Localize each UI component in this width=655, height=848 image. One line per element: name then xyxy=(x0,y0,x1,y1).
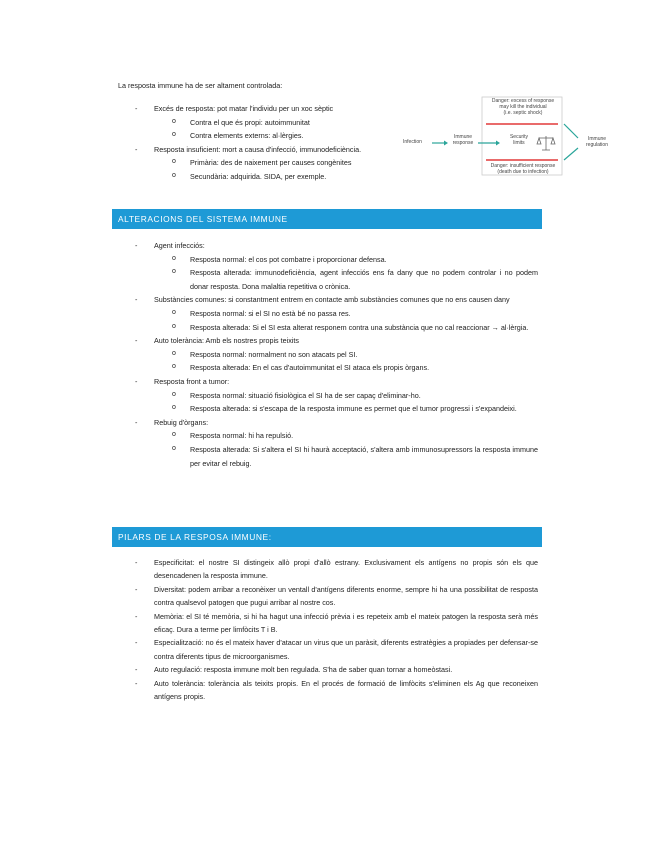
intro-list xyxy=(118,102,393,184)
list-item-text: Resposta insuficient: mort a causa d'infecció, immunodeficiència. xyxy=(154,144,362,154)
sub-list-item: o Primària: des de naixement per causes congènites xyxy=(154,156,393,170)
immune-regulation-figure xyxy=(400,94,622,184)
sub-list-item: o Resposta normal: hi ha repulsió. xyxy=(154,429,538,443)
list-item: - Auto regulació: resposta immune molt ben regulada. S'ha de saber quan tornar a homeòstasi. xyxy=(118,663,538,676)
danger-insufficient-line: (death due to infection) xyxy=(497,168,549,175)
list-item-text: Substàncies comunes: si constantment entrem en contacte amb substàncies comunes que no ens causen dany xyxy=(154,295,510,305)
arrow-regulation-top xyxy=(564,124,578,138)
infection-label: Infection xyxy=(403,139,422,145)
sub-list-item: o Resposta alterada: Si el SI esta alterat responem contra una substància que no cal reaccionar → al·lèrgia. xyxy=(154,321,538,335)
balance-scale-icon xyxy=(537,136,555,150)
immune-regulation-line: regulation xyxy=(586,141,608,148)
list-item: - Diversitat: podem arribar a reconèixer un ventall d'antígens diferents enorme, sempre hi ha una possibilitat de resposta contra qualsevol patogen que pugui arribar al nostre cos. xyxy=(118,583,538,610)
section2-list xyxy=(118,556,538,703)
sub-list-item: o Resposta alterada: immunodeficiència, agent infecciós ens fa dany que no podem controlar i no podem donar resposta. Dona malaltia repetitiva o crònica. xyxy=(154,266,538,293)
danger-excess-line: Danger: excess of response xyxy=(491,98,555,104)
list-item: - Auto tolerància: tolerància als teixits propis. En el procés de formació de limfòcits s'eliminen els Ag que reconeixen antígens propis. xyxy=(118,677,538,704)
security-limits-line: limits xyxy=(513,139,525,146)
sub-list-item: o Contra elements externs: al·lèrgies. xyxy=(154,129,393,143)
security-limits-label xyxy=(504,135,534,147)
immune-response-line: response xyxy=(452,139,474,146)
list-item: - Memòria: el SI té memòria, si hi ha hagut una infecció prèvia i es repeteix amb el mateix patogen la resposta serà més eficaç. Dura a terme per limfòcits T i B. xyxy=(118,610,538,637)
intro-heading: La resposta immune ha de ser altament controlada: xyxy=(118,81,283,90)
list-item: - Especificitat: el nostre SI distingeix allò propi d'allò estrany. Exclusivament els antígens no propis són els que desencadenen la resposta immune. xyxy=(118,556,538,583)
section-heading-alteracions: ALTERACIONS DEL SISTEMA IMMUNE xyxy=(112,209,542,229)
danger-excess-label xyxy=(484,99,562,116)
arrow-regulation-bottom xyxy=(564,148,578,160)
list-item xyxy=(118,334,538,375)
immune-regulation-line: Immune xyxy=(587,136,607,142)
list-item-text: Resposta front a tumor: xyxy=(154,376,230,386)
sub-list-item: o Resposta alterada: Si s'altera el SI hi haurà acceptació, s'altera amb immunosupressors la resposta immune per evitar el rebuig. xyxy=(154,443,538,470)
sub-list-item: o Resposta normal: situació fisiològica el SI ha de ser capaç d'eliminar-ho. xyxy=(154,389,538,403)
immune-regulation-label xyxy=(580,137,614,149)
immune-response-line: Immune xyxy=(453,134,473,140)
list-item: - Especialització: no és el mateix haver d'atacar un virus que un paràsit, diferents estratègies a propiades per defensar-se contra diferents tipus de microorganismes. xyxy=(118,636,538,663)
sub-list-item: o Secundària: adquirida. SIDA, per exemple. xyxy=(154,170,393,184)
sub-list-item: o Resposta alterada: si s'escapa de la resposta immune es permet que el tumor progressi i s'expandeixi. xyxy=(154,402,538,416)
list-item xyxy=(118,375,538,416)
sub-list-item: o Resposta alterada: En el cas d'autoimmunitat el SI ataca els propis òrgans. xyxy=(154,361,538,375)
sub-list-item: o Contra el que és propi: autoimmunitat xyxy=(154,116,393,130)
list-item-text: Auto tolerància: Amb els nostres propis teixits xyxy=(154,336,300,346)
list-item xyxy=(118,293,538,334)
sub-list-item: o Resposta normal: normalment no son atacats pel SI. xyxy=(154,348,538,362)
arrow-head-icon xyxy=(444,141,448,146)
list-item-text: Excés de resposta: pot matar l'individu per un xoc sèptic xyxy=(154,104,334,113)
security-limits-line: Security xyxy=(509,134,529,140)
list-item-text: Rebuig d'òrgans: xyxy=(154,417,209,427)
section1-list xyxy=(118,239,538,470)
arrow-head-icon xyxy=(496,141,500,146)
list-item-text: Agent infecciós: xyxy=(154,241,205,250)
section-heading-pilars: PILARS DE LA RESPOSA IMMUNE: xyxy=(112,527,542,547)
list-item xyxy=(118,143,393,184)
danger-excess-line: may kill the individual xyxy=(499,103,547,110)
sub-list-item: o Resposta normal: el cos pot combatre i proporcionar defensa. xyxy=(154,253,538,267)
danger-insufficient-line: Danger: insufficient response xyxy=(490,163,556,169)
immune-response-label xyxy=(449,135,477,147)
sub-list-item: o Resposta normal: si el SI no està bé no passa res. xyxy=(154,307,538,321)
list-item xyxy=(118,102,393,143)
danger-insufficient-label xyxy=(484,164,562,176)
list-item xyxy=(118,239,538,293)
danger-excess-line: (i.e. septic shock) xyxy=(503,109,543,116)
list-item xyxy=(118,416,538,470)
